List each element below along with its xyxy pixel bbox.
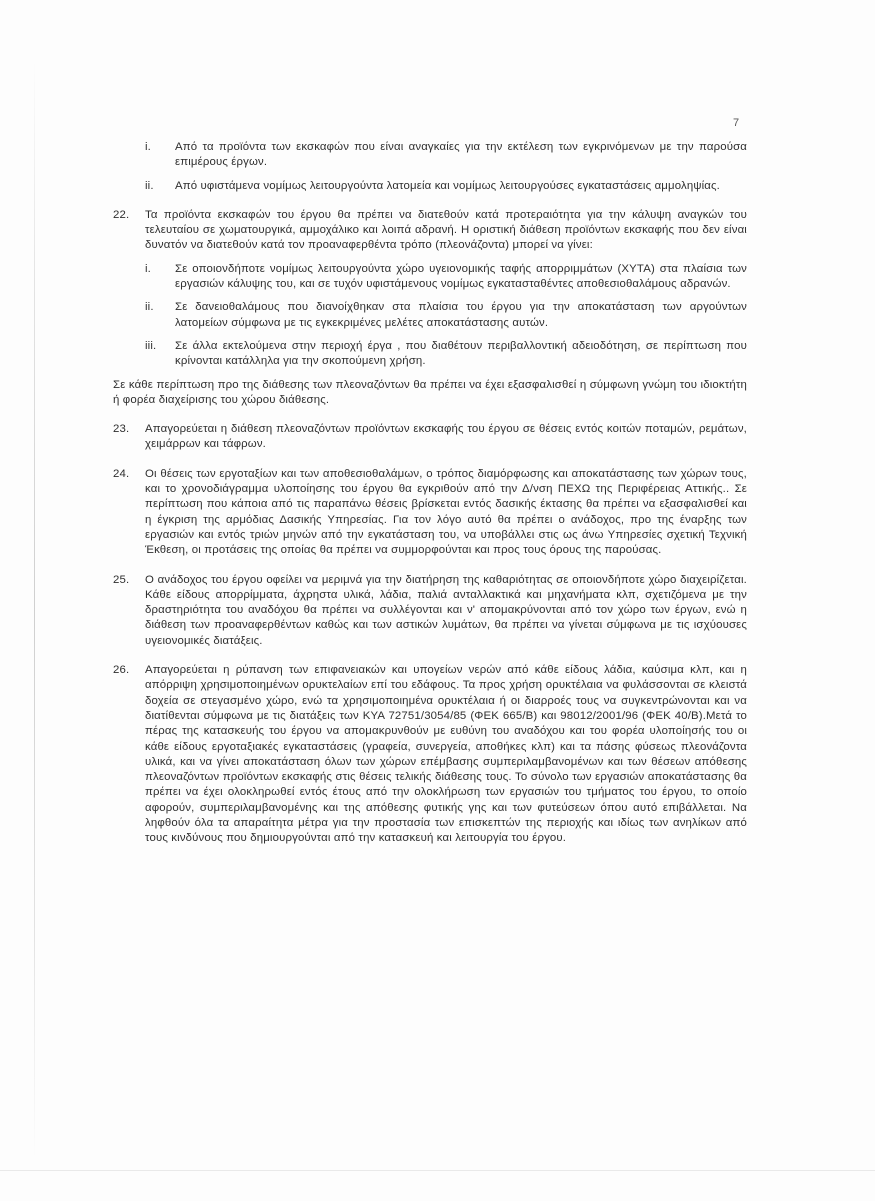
list-item [145,300,747,331]
list-marker: ii. [145,301,154,314]
list-item-text: Από υφιστάμενα νομίμως λειτουργούντα λατομεία και νομίμως λειτουργούσες εγκαταστάσεις αμμοληψίας. [175,179,720,192]
paragraph-number: 26. [113,664,130,677]
paragraph-number: 23. [113,423,130,436]
list-marker: iii. [145,339,157,352]
paragraph-number: 22. [113,208,130,221]
document-body [113,140,747,847]
paragraph-23 [113,422,747,453]
paragraph-24 [113,467,747,559]
paragraph-text: Απαγορεύεται η ρύπανση των επιφανειακών και υπογείων νερών από κάθε είδους λάδια, καύσιμα κλπ, και η απόρριψη χρησιμοποιημένων ορυκτελαίων επί του εδάφους. Τα προς χρήση ορυκτέλαια να φυλάσσονται σε κλειστά δοχεία σε στεγασμένο χώρο, ενώ τα χρησιμοποιημένα ορυκτέλαια ή οι διαρροές τους να συγκεντρώνονται και να διατίθενται σύμφωνα με τις διατάξεις των ΚΥΑ 72751/3054/85 (ΦΕΚ 665/Β) και 98012/2001/96 (ΦΕΚ 40/Β).Μετά το πέρας της κατασκευής του έργου να απομακρυνθούν με ευθύνη του αναδόχου και του φορέα υλοποίησής του οι κάθε είδους εργοταξιακές εγκαταστάσεις (γραφεία, συνεργεία, αποθήκες κλπ) και τα πάσης φύσεως πλεονάζοντα υλικά, και να γίνει αποκατάσταση όλων των χώρων επέμβασης συμπεριλαμβανομένων και των θέσεων απόθεσης πλεοναζόντων προϊόντων εκσκαφής στις θέσεις τελικής διάθεσης τους. Το σύνολο των εργασιών αποκατάστασης θα πρέπει να έχει ολοκληρωθεί εντός έτους από την ολοκλήρωση των εργασιών του τμήματος του έργου, το οποίο αφορούν, συμπεριλαμβανομένης και της απόθεσης φυτικής γης και των φυτεύσεων όπου αυτό επιβάλλεται. Να ληφθούν όλα τα απαραίτητα μέτρα για την προστασία των επισκεπτών της περιοχής και ιδίως των ανηλίκων από τους κινδύνους που δημιουργούνται από την κατασκευή και λειτουργία του έργου. [145,664,747,845]
list-marker: i. [145,141,151,153]
list-item-text: Σε δανειοθαλάμους που διανοίχθηκαν στα πλαίσια του έργου για την αποκατάσταση των αργούντων λατομείων σύμφωνα με τις εγκεκριμένες μελέτες αποκατάστασης αυτών. [175,301,747,329]
scan-edge [34,60,35,1160]
list-item [145,339,747,370]
paragraph-25 [113,573,747,649]
paragraph-22-tail: Σε κάθε περίπτωση προ της διάθεσης των πλεοναζόντων θα πρέπει να έχει εξασφαλισθεί η σύμφωνη γνώμη του ιδιοκτήτη ή φορέα διαχείρισης του χώρου διάθεσης. [113,378,747,406]
list-item-text: Από τα προϊόντα των εκσκαφών που είναι αναγκαίες για την εκτέλεση των εγκρινόμενων με την παρούσα επιμέρους έργων. [175,141,747,169]
paragraph-text: Οι θέσεις των εργοταξίων και των αποθεσιοθαλάμων, ο τρόπος διαμόρφωσης και αποκατάστασης των χώρων τους, και το χρονοδιάγραμμα υλοποίησης του έργου θα εγκριθούν από την Δ/νση ΠΕΧΩ της Περιφέρειας Αττικής.. Σε περίπτωση που κάποια από τις παραπάνω θέσεις βρίσκεται εντός δασικής έκτασης θα πρέπει να εξασφαλισθεί και η έγκριση της αρμόδιας Δασικής Υπηρεσίας. Για τον λόγο αυτό θα πρέπει ο ανάδοχος, προ της έναρξης των εργασιών και εντός τριών μηνών από την εγκατάσταση του, να υποβάλλει στις ως άνω Υπηρεσίες σχετική Τεχνική Έκθεση, οι προτάσεις της οποίας θα πρέπει να συμμορφούνται και προς τους όρους της παρούσας. [145,467,747,557]
list-item [145,179,747,194]
paragraph-text: Απαγορεύεται η διάθεση πλεοναζόντων προϊόντων εκσκαφής του έργου σε θέσεις εντός κοιτών ποταμών, ρεμάτων, χειμάρρων και τάφρων. [145,423,747,451]
list-item [145,140,747,171]
list-item-text: Σε οποιονδήποτε νομίμως λειτουργούντα χώρο υγειονομικής ταφής απορριμμάτων (ΧΥΤΑ) στα πλαίσια των εργασιών κάλυψης του, και σε τυχόν υφιστάμενους νομίμως εγκατασταθέντες αποθεσιοθαλάμους αδρανών. [175,262,747,291]
page-number: 7 [733,117,740,129]
paragraph-26 [113,663,747,847]
paragraph-text: Τα προϊόντα εκσκαφών του έργου θα πρέπει να διατεθούν κατά προτεραιότητα για την κάλυψη αναγκών του τελευταίου σε χωματουργικά, αμμοχάλικο και λοιπά αδρανή. Η οριστική διάθεση προϊόντων εκσκαφής που δεν είναι δυνατόν να διατεθούν κατά τον προαναφερθέντα τρόπο (πλεονάζοντα) μπορεί να γίνει: [145,208,747,252]
list-marker: ii. [145,179,154,192]
paragraph-number: 25. [113,573,130,586]
scan-edge [0,1170,875,1171]
list-marker: i. [145,262,151,275]
list-item [145,262,747,293]
paragraph-22 [113,208,747,254]
list-item-text: Σε άλλα εκτελούμενα στην περιοχή έργα , που διαθέτουν περιβαλλοντική αδειοδότηση, σε περίπτωση που κρίνονται κατάλληλα για την σκοπούμενη χρήση. [175,339,747,368]
paragraph-number: 24. [113,467,130,480]
paragraph-text: Ο ανάδοχος του έργου οφείλει να μεριμνά για την διατήρηση της καθαριότητας σε οποιονδήποτε χώρο διαχειρίζεται. Κάθε είδους απορρίμματα, άχρηστα υλικά, λάδια, παλιά ανταλλακτικά και μηχανήματα κλπ, σχετιζόμενα με την δραστηριότητα του αναδόχου θα πρέπει να συλλέγονται και ν' απομακρύνονται από τον χώρο των έργων, ενώ η διάθεση των προαναφερθέντων καθώς και των αστικών λυμάτων, θα πρέπει να γίνεται σύμφωνα με τις ισχύουσες υγειονομικές διατάξεις. [145,573,747,647]
